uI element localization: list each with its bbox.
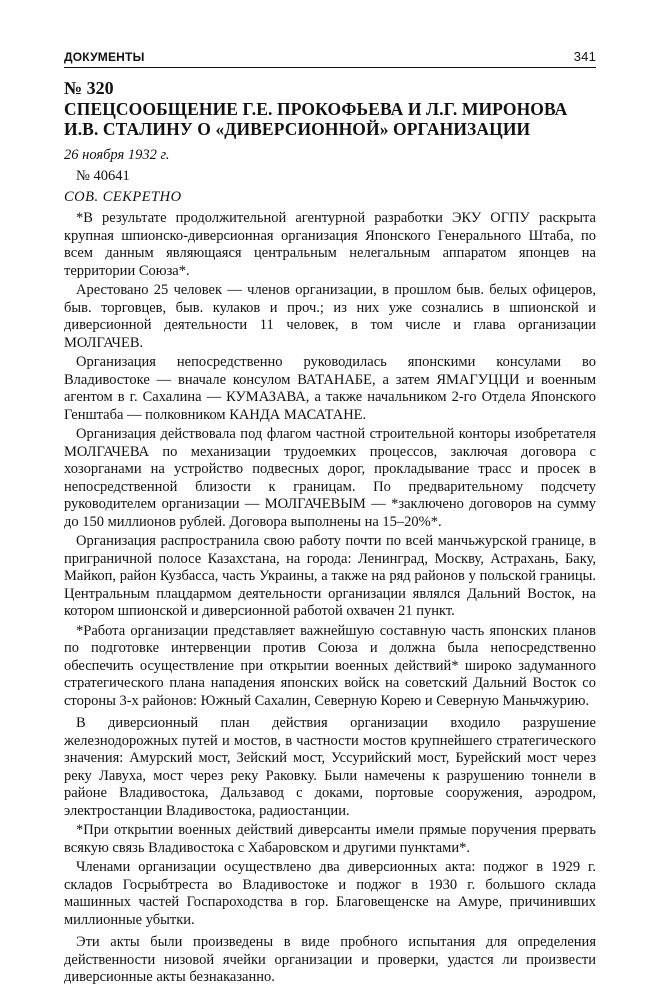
- classification-mark: СОВ. СЕКРЕТНО: [64, 189, 182, 205]
- document-body: [64, 210, 596, 987]
- document-meta: [64, 145, 596, 208]
- running-head: [64, 48, 596, 68]
- paragraph-1: *В результате продолжительной агентурной разработки ЭКУ ОГПУ раскрыта крупная шпионско-диверсионная организация Японского Генерального Штаба, по всем данным являющаяся центральным нелегальным аппаратом японцев на территории Союза*.: [64, 210, 596, 279]
- document-title-line-1: СПЕЦСООБЩЕНИЕ Г.Е. ПРОКОФЬЕВА И Л.Г. МИРОНОВА: [64, 99, 568, 119]
- paragraph-3: Организация непосредственно руководилась японскими консулами во Владивостоке — вначале консулом ВАТАНАБЕ, а затем ЯМАГУЦЦИ и военным агентом в г. Сахалина — КУМАЗАВА, а также начальником 2-го Отдела Японского Генштаба — полковником КАНДА МАСАТАНЕ.: [64, 354, 596, 423]
- paragraph-8: *При открытии военных действий диверсанты имели прямые поручения прервать всякую связь Владивостока с Хабаровском и другими пунктами*.: [64, 822, 596, 856]
- document-title-line-2: И.В. СТАЛИНУ О «ДИВЕРСИОННОЙ» ОРГАНИЗАЦИИ: [64, 119, 531, 139]
- paragraph-6: *Работа организации представляет важнейшую составную часть японских планов по подготовке интервенции против Союза и должна была непосредственно обеспечить осуществление при открытии военных действий* широко задуманного стратегического плана нападения японских войск на советский Дальний Восток со стороны 3-х районов: Южный Сахалин, Северную Корею и Северную Маньчжурию.: [64, 622, 596, 709]
- paragraph-4: Организация действовала под флагом частной строительной конторы изобретателя МОЛГАЧЕВА по механизации трудоемких процессов, заключая договора с хозорганами на устройство подвесных дорог, прокладывание трасс и просек в непосредственной близости к границам. По предварительному подсчету руководителем организации — МОЛГАЧЕВЫМ — *заключено договоров на сумму до 150 миллионов рублей. Договора выполнены на 15–20%*.: [64, 426, 596, 530]
- paragraph-9: Членами организации осуществлено два диверсионных акта: поджог в 1929 г. складов Госрыбтреста во Владивостоке и поджог в 1930 г. большого склада машинных частей Госпароходства в гор. Благовещенске на Амуре, причинивших миллионные убытки.: [64, 859, 596, 928]
- page-number: 341: [573, 49, 596, 64]
- paragraph-7: В диверсионный план действия организации входило разрушение железнодорожных путей и мостов, в частности мостов крупнейшего стратегического значения: Амурский мост, Зейский мост, Уссурийский мост, Бурейский мост через реку Лавуха, мост через реку Раковку. Были намечены к разрушению тоннели в районе Владивостока, Дальзавод с доками, портовые сооружения, аэродром, электростанции Владивостока, радиостанции.: [64, 715, 596, 819]
- document-number: № 320: [64, 78, 114, 98]
- paragraph-5: Организация распространила свою работу почти по всей манчьжурской границе, в приграничной полосе Казахстана, на города: Ленинград, Москву, Астрахань, Баку, Майкоп, район Кузбасса, часть Украины, а также на ряд районов у польской границы. Центральным плацдармом деятельности организации являлся Дальний Восток, на котором шпионской и диверсионной работой охвачен 21 пункт.: [64, 533, 596, 619]
- registration-number: № 40641: [76, 168, 130, 184]
- document-date: 26 ноября 1932 г.: [64, 147, 170, 163]
- paragraph-10: Эти акты были произведены в виде пробного испытания для определения действенности низовой ячейки организации и проверки, удастся ли произвести диверсионные акты безнаказанно.: [64, 934, 596, 985]
- paragraph-2: Арестовано 25 человек — членов организации, в прошлом быв. белых офицеров, быв. торговцев, быв. кулаков и проч.; из них уже сознались в шпионской и диверсионной деятельности 11 человек, в том числе и глава организации МОЛГАЧЕВ.: [64, 282, 596, 351]
- running-head-section: ДОКУМЕНТЫ: [64, 50, 145, 64]
- document-page: [64, 48, 596, 989]
